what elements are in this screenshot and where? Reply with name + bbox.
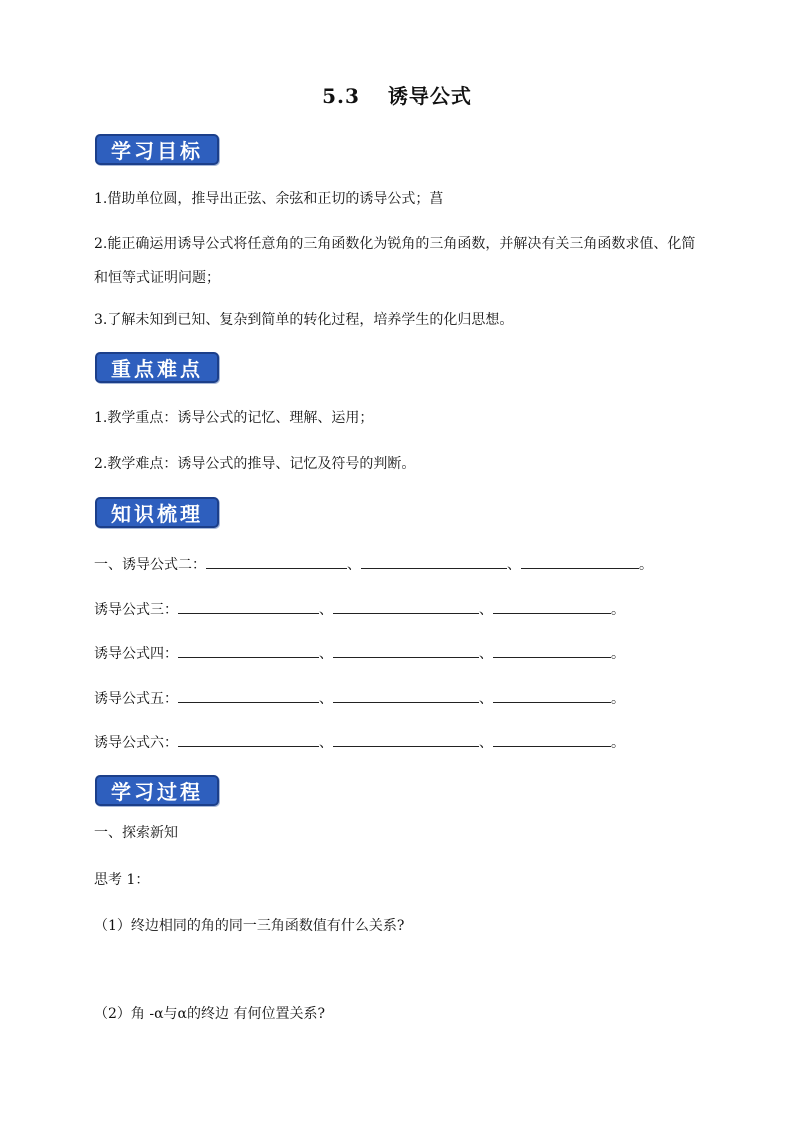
fill-blank[interactable] <box>493 688 611 703</box>
formula-row-2: 一、诱导公式二： 、 、 。 <box>94 554 653 574</box>
fill-blank[interactable] <box>178 688 319 703</box>
section-badge-process: 学习过程 <box>95 775 219 806</box>
section-badge-knowledge: 知识梳理 <box>95 497 219 528</box>
goal-item-3: 3.了解未知到已知、复杂到简单的转化过程，培养学生的化归思想。 <box>94 312 514 328</box>
formula-label: 诱导公式三： <box>94 602 178 618</box>
section-badge-key-points: 重点难点 <box>95 352 219 383</box>
fill-blank[interactable] <box>493 643 611 658</box>
goal-item-1: 1.借助单位圆，推导出正弦、余弦和正切的诱导公式；菖 <box>94 191 444 207</box>
fill-blank[interactable] <box>178 643 319 658</box>
formula-row-5: 诱导公式五： 、 、 。 <box>94 688 625 708</box>
fill-blank[interactable] <box>333 688 479 703</box>
fill-blank[interactable] <box>178 599 319 614</box>
formula-label: 诱导公式六： <box>94 735 178 751</box>
think-label: 思考 1： <box>94 872 150 888</box>
fill-blank[interactable] <box>333 732 479 747</box>
key-point-1: 1.教学重点：诱导公式的记忆、理解、运用； <box>94 410 374 426</box>
goal-item-2: 2.能正确运用诱导公式将任意角的三角函数化为锐角的三角函数，并解决有关三角函数求值、化简和恒等式证明问题； <box>94 236 696 286</box>
formula-label: 诱导公式四： <box>94 646 178 662</box>
question-2: （2）角 -α与α的终边 有何位置关系? <box>94 1006 325 1022</box>
formula-label: 诱导公式五： <box>94 691 178 707</box>
formula-label: 一、诱导公式二： <box>94 557 206 573</box>
page-title <box>0 80 794 109</box>
fill-blank[interactable] <box>521 554 639 569</box>
fill-blank[interactable] <box>333 599 479 614</box>
fill-blank[interactable] <box>493 599 611 614</box>
key-point-2: 2.教学难点：诱导公式的推导、记忆及符号的判断。 <box>94 456 416 472</box>
section-badge-goals: 学习目标 <box>95 134 219 165</box>
fill-blank[interactable] <box>493 732 611 747</box>
title-text: 诱导公式 <box>387 84 472 108</box>
question-1: （1）终边相同的角的同一三角函数值有什么关系? <box>94 918 405 934</box>
fill-blank[interactable] <box>206 554 347 569</box>
fill-blank[interactable] <box>333 643 479 658</box>
fill-blank[interactable] <box>361 554 507 569</box>
section-number: 5.3 <box>322 84 360 108</box>
process-heading: 一、探索新知 <box>94 825 178 841</box>
formula-row-3: 诱导公式三： 、 、 。 <box>94 599 625 619</box>
fill-blank[interactable] <box>178 732 319 747</box>
formula-row-6: 诱导公式六： 、 、 。 <box>94 732 625 752</box>
formula-row-4: 诱导公式四： 、 、 。 <box>94 643 625 663</box>
